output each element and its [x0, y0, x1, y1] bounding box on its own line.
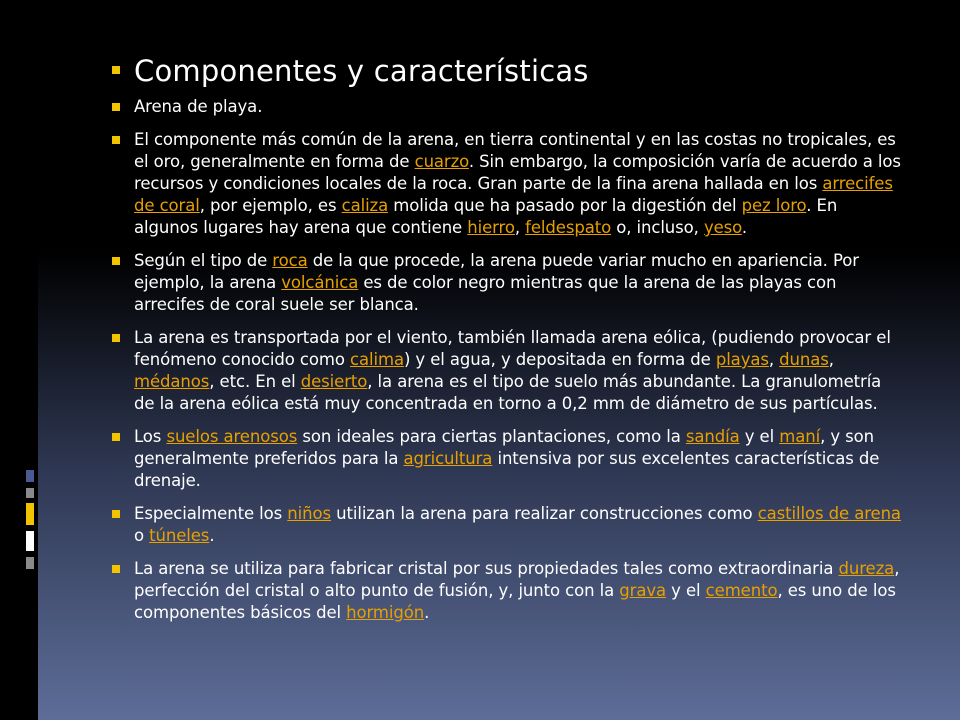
hyperlink[interactable]: agricultura	[403, 449, 493, 468]
text-run: , etc. En el	[209, 372, 301, 391]
sidebar-accent-yellow	[26, 503, 34, 525]
list-item	[112, 129, 902, 239]
text-run: .	[424, 603, 430, 622]
square-bullet-icon	[112, 136, 120, 144]
hyperlink[interactable]: pez loro	[741, 196, 807, 215]
hyperlink[interactable]: dunas	[779, 350, 829, 369]
list-item-text	[134, 558, 902, 624]
hyperlink[interactable]: dureza	[838, 559, 895, 578]
list-item-text	[134, 426, 902, 492]
hyperlink[interactable]: cuarzo	[414, 152, 469, 171]
list-item-text	[134, 129, 902, 239]
hyperlink[interactable]: volcánica	[281, 273, 359, 292]
hyperlink[interactable]: sandía	[685, 427, 740, 446]
text-run: , es uno de los componentes básicos del	[134, 581, 896, 622]
text-run: intensiva por sus excelentes características de drenaje.	[134, 449, 880, 490]
text-run: o, incluso,	[611, 218, 704, 237]
hyperlink[interactable]: cemento	[705, 581, 778, 600]
text-run: molida que ha pasado por la digestión del	[388, 196, 742, 215]
text-run: .	[741, 218, 748, 237]
text-run: , perfección del cristal o alto punto de fusión, y, junto con la	[134, 559, 900, 600]
list-item-text	[134, 96, 902, 118]
hyperlink[interactable]: feldespato	[525, 218, 612, 237]
sidebar-accent-gray	[26, 488, 34, 498]
text-run: y el	[666, 581, 706, 600]
list-item	[112, 250, 902, 316]
hyperlink[interactable]: niños	[287, 504, 331, 523]
square-bullet-icon	[112, 510, 120, 518]
list-item	[112, 503, 902, 547]
text-run: La arena es transportada por el viento, también llamada arena eólica, (pudiendo provocar el fenómeno conocido como	[134, 328, 891, 369]
hyperlink[interactable]: arrecifes de coral	[134, 174, 893, 215]
list-item	[112, 558, 902, 624]
sidebar-accent-white	[26, 531, 34, 551]
text-run: La arena se utiliza para fabricar cristal por sus propiedades tales como extraordinaria	[134, 559, 839, 578]
text-run: ) y el agua, y depositada en forma de	[403, 350, 716, 369]
hyperlink[interactable]: suelos arenosos	[166, 427, 298, 446]
hyperlink[interactable]: maní	[779, 427, 821, 446]
hyperlink[interactable]: caliza	[341, 196, 389, 215]
text-run: Arena de playa.	[134, 97, 263, 116]
text-run: . En algunos lugares hay arena que contiene	[134, 196, 838, 237]
list-item-text	[134, 503, 902, 547]
text-run: .	[209, 526, 215, 545]
square-bullet-icon	[112, 66, 120, 74]
bullet-list	[112, 96, 902, 624]
text-run: es de color negro mientras que la arena de las playas con arrecifes de coral suele ser blanca.	[134, 273, 837, 314]
square-bullet-icon	[112, 103, 120, 111]
text-run: Según el tipo de	[134, 251, 273, 270]
text-run: , por ejemplo, es	[199, 196, 342, 215]
text-run: y el	[739, 427, 780, 446]
text-run: son ideales para ciertas plantaciones, como la	[297, 427, 686, 446]
text-run: , la arena es el tipo de suelo más abundante. La granulometría de la arena eólica está muy concentrada en torno a 0,2 mm de diámetro de sus partículas.	[134, 372, 882, 413]
hyperlink[interactable]: yeso	[703, 218, 742, 237]
text-run: , y son generalmente preferidos para la	[134, 427, 875, 468]
hyperlink[interactable]: roca	[272, 251, 308, 270]
hyperlink[interactable]: playas	[715, 350, 769, 369]
hyperlink[interactable]: hormigón	[346, 603, 425, 622]
list-item	[112, 327, 902, 415]
list-item-text	[134, 327, 902, 415]
square-bullet-icon	[112, 565, 120, 573]
text-run: Especialmente los	[134, 504, 288, 523]
text-run: ,	[768, 350, 780, 369]
text-run: o	[134, 526, 150, 545]
text-run: ,	[828, 350, 834, 369]
hyperlink[interactable]: médanos	[134, 372, 210, 391]
text-run: ,	[514, 218, 526, 237]
slide-title: Componentes y características	[134, 54, 589, 88]
text-run: de la que procede, la arena puede variar mucho en apariencia. Por ejemplo, la arena	[134, 251, 859, 292]
sidebar-accent-gray-2	[26, 557, 34, 569]
square-bullet-icon	[112, 257, 120, 265]
list-item	[112, 96, 902, 118]
hyperlink[interactable]: grava	[619, 581, 667, 600]
square-bullet-icon	[112, 433, 120, 441]
hyperlink[interactable]: desierto	[300, 372, 368, 391]
hyperlink[interactable]: calima	[350, 350, 404, 369]
text-run: El componente más común de la arena, en tierra continental y en las costas no tropicales, es el oro, generalmente en forma de	[134, 130, 896, 171]
hyperlink[interactable]: túneles	[149, 526, 210, 545]
text-run: utilizan la arena para realizar construcciones como	[330, 504, 758, 523]
hyperlink[interactable]: hierro	[467, 218, 515, 237]
text-run: Los	[134, 427, 167, 446]
list-item	[112, 426, 902, 492]
left-sidebar	[0, 0, 38, 720]
title-row	[112, 52, 902, 90]
list-item-text	[134, 250, 902, 316]
slide-content	[112, 52, 902, 635]
square-bullet-icon	[112, 334, 120, 342]
hyperlink[interactable]: castillos de arena	[757, 504, 901, 523]
text-run: . Sin embargo, la composición varía de acuerdo a los recursos y condiciones locales de la roca. Gran parte de la fina arena hallada en los	[134, 152, 901, 193]
sidebar-accent-navy	[26, 470, 34, 482]
